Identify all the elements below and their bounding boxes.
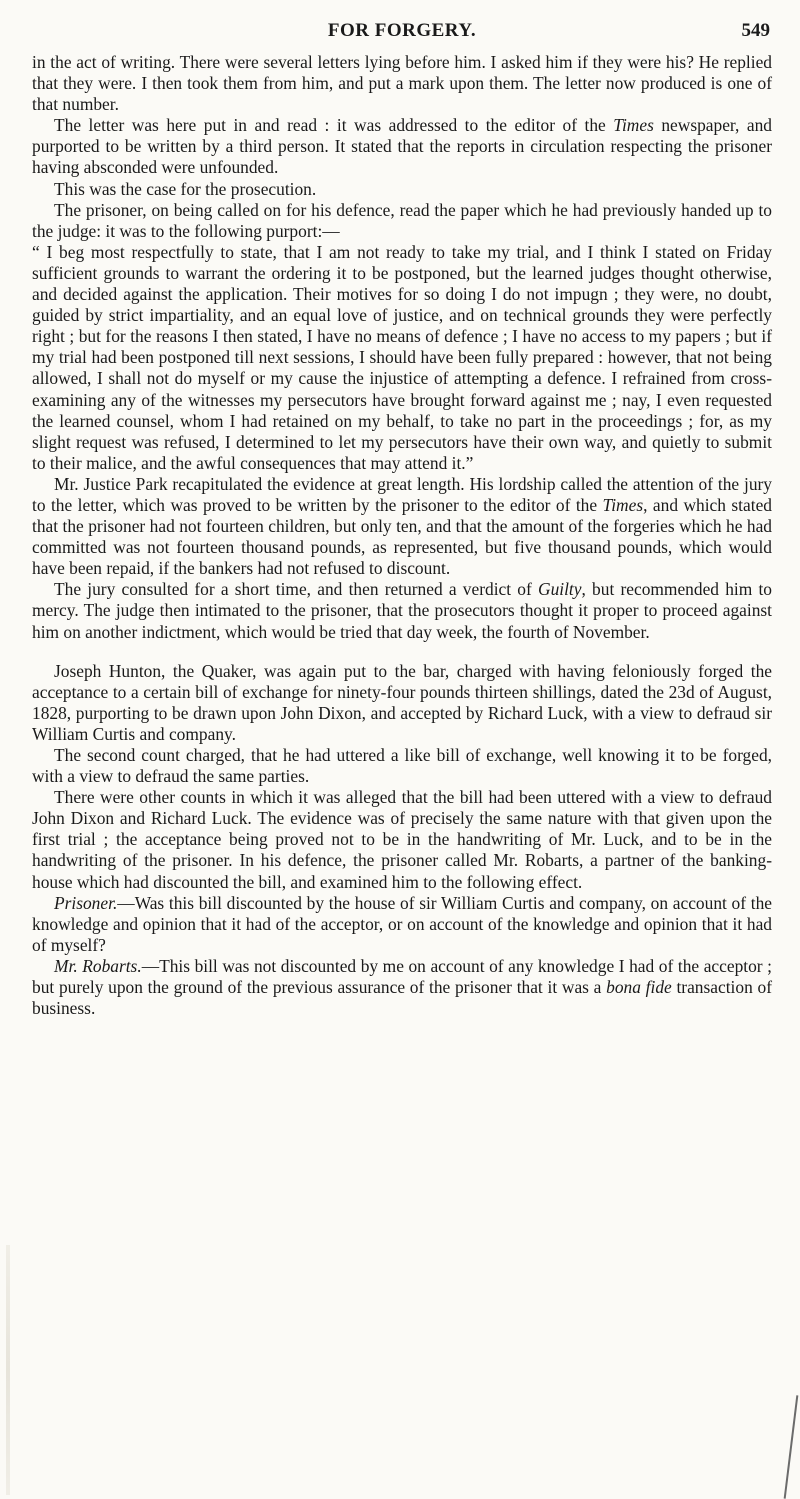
page-edge-shadow (6, 1245, 10, 1495)
italic-text: Times (613, 115, 654, 136)
paragraph-text: Joseph Hunton, the Quaker, was again put to the bar, charged with having feloniously forged the acceptance to a certain bill of exchange for ninety-four pounds thirteen shillings, dated the 23d of August, 1828, purporting to be drawn upon John Dixon, and accepted by Richard Luck, with a view to defraud sir William Curtis and company. (32, 660, 772, 744)
paragraph-text: “ I beg most respectfully to state, that I am not ready to take my trial, and I think I stated on Friday sufficient grounds to warrant the ordering it to be postponed, but the learned judges thought otherwise, and decided against the application. Their motives for so doing I do not impugn ; they were, no doubt, guided by strict impartiality, and an equal love of justice, and on technical grounds they were perfectly right ; but for the reasons I then stated, I have no means of defence ; I have no access to my papers ; but if my trial had been postponed till next sessions, I should have been fully prepared : however, that not being allowed, I shall not do myself or my cause the injustice of attempting a defence. I refrained from cross-examining any of the witnesses my persecutors have brought forward against me ; nay, I even requested the learned counsel, whom I had retained on my behalf, to take no part in the proceedings ; for, as my slight request was refused, I determined to let my persecutors have their own way, and quietly to submit to their malice, and the awful consequences that may attend it.” (32, 241, 772, 473)
paragraph-text: The jury consulted for a short time, and then returned a verdict of (54, 579, 539, 600)
paragraph-recapitulation (32, 474, 772, 579)
paragraph-text: This was the case for the prosecution. (54, 178, 317, 199)
paragraph-text: The letter was here put in and read : it was addressed to the editor of the (54, 115, 614, 136)
paragraph-continuation (32, 52, 772, 115)
paragraph-defence-intro (32, 200, 772, 242)
speaker-label: Mr. Robarts. (54, 955, 142, 976)
paragraph-text: There were other counts in which it was alleged that the bill had been uttered with a view to defraud John Dixon and Richard Luck. The evidence was of precisely the same nature with that given upon the first trial ; the acceptance being proved not to be in the handwriting of Mr. Luck, and to be in the handwriting of the prisoner. In his defence, the prisoner called Mr. Robarts, a partner of the banking-house which had discounted the bill, and examined him to the following effect. (32, 787, 772, 892)
speaker-label: Prisoner. (54, 892, 118, 913)
paragraph-text: The prisoner, on being called on for his defence, read the paper which he had previously handed up to the judge: it was to the following purport:— (32, 199, 772, 241)
paragraph-robarts-answer (32, 956, 772, 1019)
paragraph-text: The second count charged, that he had uttered a like bill of exchange, well knowing it to be forged, with a view to defraud the same parties. (32, 745, 772, 787)
paragraph-second-count (32, 745, 772, 787)
running-title: FOR FORGERY. (327, 20, 477, 41)
paragraph-case-prosecution (32, 179, 772, 200)
paragraph-text: , and which stated that the prisoner had not fourteen children, but only ten, and that the amount of the forgeries which he had committed was not fourteen thousand pounds, as represented, but five thousand pounds, which would have been repaid, if the bankers had not refused to discount. (32, 494, 772, 579)
italic-text: Guilty (538, 579, 582, 600)
paragraph-hunton-charge (32, 661, 772, 745)
paragraph-prisoner-statement (32, 242, 772, 474)
italic-text: Times (602, 494, 644, 515)
page-header (32, 0, 772, 46)
italic-text: bona fide (606, 977, 672, 998)
paragraph-other-counts (32, 787, 772, 892)
paragraph-text: newspaper, and purported to be written by a third person. It stated that the reports in circulation respecting the prisoner having absconded were unfounded. (32, 115, 772, 178)
margin-mark (784, 1395, 799, 1498)
paragraph-verdict (32, 579, 772, 642)
paragraph-prisoner-question (32, 893, 772, 956)
page-number: 549 (741, 20, 770, 41)
book-page (32, 0, 772, 1019)
paragraph-letter-read (32, 115, 772, 178)
paragraph-text: Mr. Justice Park recapitulated the evidence at great length. His lordship called the attention of the jury to the letter, which was proved to be written by the prisoner to the editor of the (32, 473, 772, 515)
paragraph-text: —This bill was not discounted by me on account of any knowledge I had of the acceptor ; but purely upon the ground of the previous assurance of the prisoner that it was a (32, 955, 772, 998)
paragraph-text: , but recommended him to mercy. The judge then intimated to the prisoner, that the prosecutors thought it proper to proceed against him on another indictment, which would be tried that day week, the fourth of November. (32, 579, 772, 642)
body-text (32, 52, 772, 1019)
paragraph-text: in the act of writing. There were several letters lying before him. I asked him if they were his? He replied that they were. I then took them from him, and put a mark upon them. The letter now produced is one of that number. (32, 52, 772, 115)
paragraph-text: transaction of business. (32, 977, 772, 1019)
paragraph-text: —Was this bill discounted by the house of sir William Curtis and company, on account of the knowledge and opinion that it had of the acceptor, or on account of the knowledge and opinion that it had of myself? (32, 892, 772, 955)
